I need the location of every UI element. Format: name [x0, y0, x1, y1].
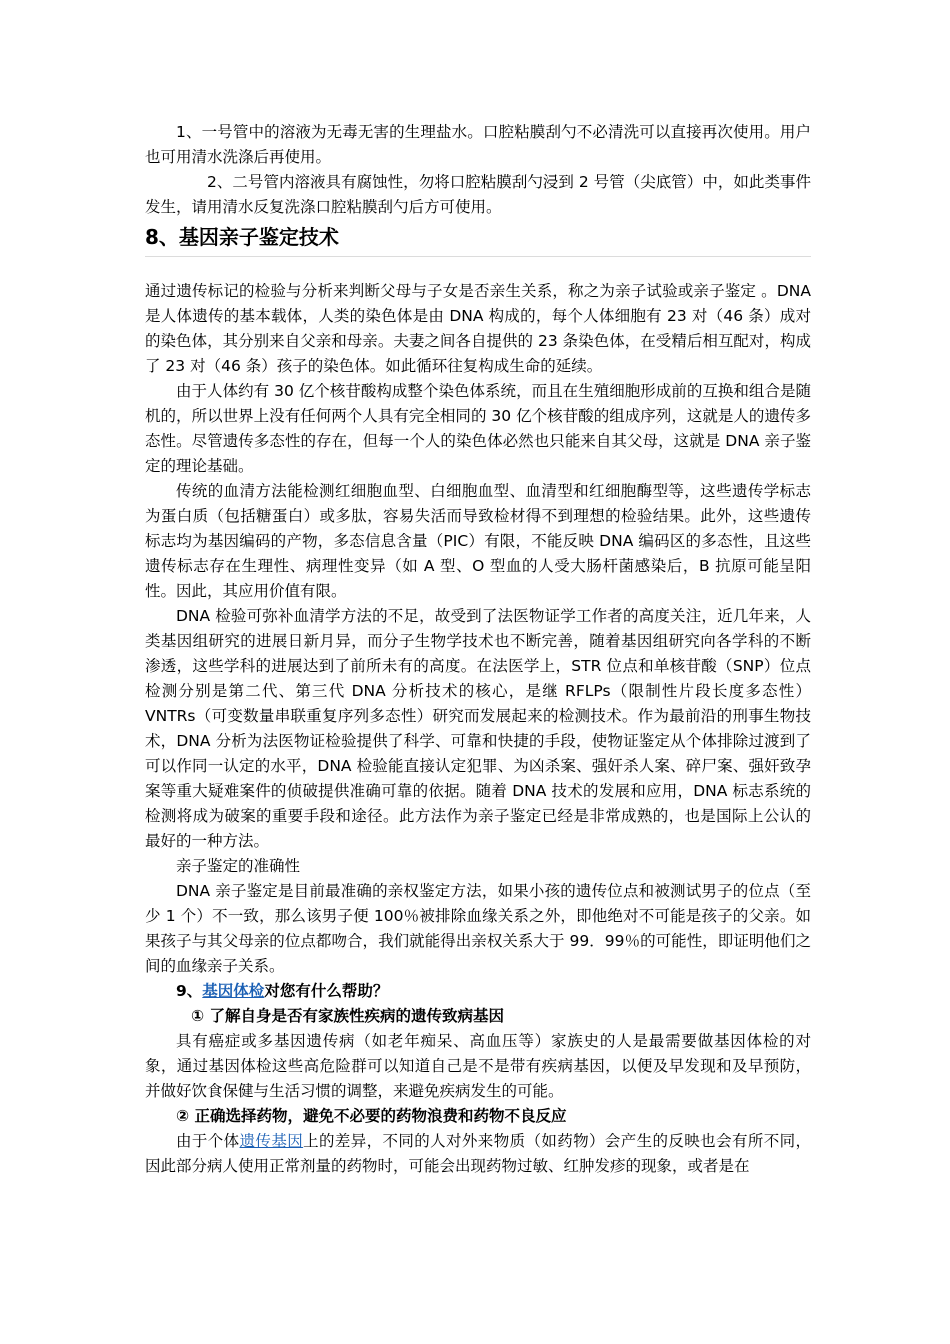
subheading-family-disease: ① 了解自身是否有家族性疾病的遗传致病基因 — [191, 1007, 505, 1025]
section-9-heading — [145, 979, 811, 1004]
note-1: 1、一号管中的溶液为无毒无害的生理盐水。口腔粘膜刮勺不必清洗可以直接再次使用。用户也可用清水洗涤后再使用。 — [145, 123, 811, 166]
paragraph-accuracy: DNA 亲子鉴定是目前最准确的亲权鉴定方法，如果小孩的遗传位点和被测试男子的位点（至少 1 个）不一致，那么该男子便 100％被排除血缘关系之外，即他绝对不可能是孩子的父亲。如果孩子与其父母亲的位点都吻合，我们就能得出亲权关系大于 99．99％的可能性，即证明他们之间的血缘亲子关系。 — [145, 882, 811, 975]
drug-text-post: 上的差异，不同的人对外来物质（如药物）会产生的反映也会有所不同，因此部分病人使用正常剂量的药物时，可能会出现药物过敏、红肿发疹的现象，或者是在 — [145, 1132, 811, 1175]
paragraph-accuracy-title: 亲子鉴定的准确性 — [176, 857, 301, 875]
paragraph-drug-choice — [145, 1129, 811, 1179]
heading-divider — [145, 256, 811, 257]
section-9-title-rest: 对您有什么帮助？ — [264, 982, 389, 1000]
drug-text-pre: 由于个体 — [176, 1132, 240, 1150]
paragraph-intro: 通过遗传标记的检验与分析来判断父母与子女是否亲生关系，称之为亲子试验或亲子鉴定 。DNA 是人体遗传的基本载体，人类的染色体是由 DNA 构成的，每个人体细胞有 23 对（46 条）成对的染色体，其分别来自父亲和母亲。夫妻之间各自提供的 23 条染色体，在受精后相互配对，构成了 23 对（46 条）孩子的染色体。如此循环往复构成生命的延续。 — [145, 282, 811, 375]
paragraph-theory: 由于人体约有 30 亿个核苷酸构成整个染色体系统，而且在生殖细胞形成前的互换和组合是随机的，所以世界上没有任何两个人具有完全相同的 30 亿个核苷酸的组成序列，这就是人的遗传多态性。尽管遗传多态性的存在，但每一个人的染色体必然也只能来自其父母，这就是 DNA 亲子鉴定的理论基础。 — [145, 382, 811, 475]
note-2: 2、二号管内溶液具有腐蚀性，勿将口腔粘膜刮勺浸到 2 号管（尖底管）中，如此类事件发生，请用清水反复洗涤口腔粘膜刮勺后方可使用。 — [145, 173, 811, 216]
gene-checkup-link[interactable]: 基因体检 — [202, 982, 265, 1000]
section-9-number: 9、 — [176, 982, 203, 1000]
section-8-heading: 8、基因亲子鉴定技术 — [145, 225, 339, 249]
document-page — [145, 120, 811, 1179]
subheading-drug-choice: ② 正确选择药物，避免不必要的药物浪费和药物不良反应 — [176, 1107, 567, 1125]
paragraph-family-disease: 具有癌症或多基因遗传病（如老年痴呆、高血压等）家族史的人是最需要做基因体检的对象，通过基因体检这些高危险群可以知道自己是不是带有疾病基因，以便及早发现和及早预防，并做好饮食保健与生活习惯的调整，来避免疾病发生的可能。 — [145, 1032, 811, 1100]
paragraph-serology: 传统的血清方法能检测红细胞血型、白细胞血型、血清型和红细胞酶型等，这些遗传学标志为蛋白质（包括糖蛋白）或多肽，容易失活而导致检材得不到理想的检验结果。此外，这些遗传标志均为基因编码的产物，多态信息含量（PIC）有限，不能反映 DNA 编码区的多态性，且这些遗传标志存在生理性、病理性变异（如 A 型、O 型血的人受大肠杆菌感染后，B 抗原可能呈阳性。因此，其应用价值有限。 — [145, 482, 811, 600]
paragraph-dna-testing: DNA 检验可弥补血清学方法的不足，故受到了法医物证学工作者的高度关注，近几年来，人类基因组研究的进展日新月异，而分子生物学技术也不断完善，随着基因组研究向各学科的不断渗透，这些学科的进展达到了前所未有的高度。在法医学上，STR 位点和单核苷酸（SNP）位点检测分别是第二代、第三代 DNA 分析技术的核心，是继 RFLPs（限制性片段长度多态性）VNTRs（可变数量串联重复序列多态性）研究而发展起来的检测技术。作为最前沿的刑事生物技术，DNA 分析为法医物证检验提供了科学、可靠和快捷的手段，使物证鉴定从个体排除过渡到了可以作同一认定的水平，DNA 检验能直接认定犯罪、为凶杀案、强奸杀人案、碎尸案、强奸致孕案等重大疑难案件的侦破提供准确可靠的依据。随着 DNA 技术的发展和应用，DNA 标志系统的检测将成为破案的重要手段和途径。此方法作为亲子鉴定已经是非常成熟的，也是国际上公认的最好的一种方法。 — [145, 607, 811, 850]
genetic-gene-link[interactable]: 遗传基因 — [239, 1132, 304, 1150]
